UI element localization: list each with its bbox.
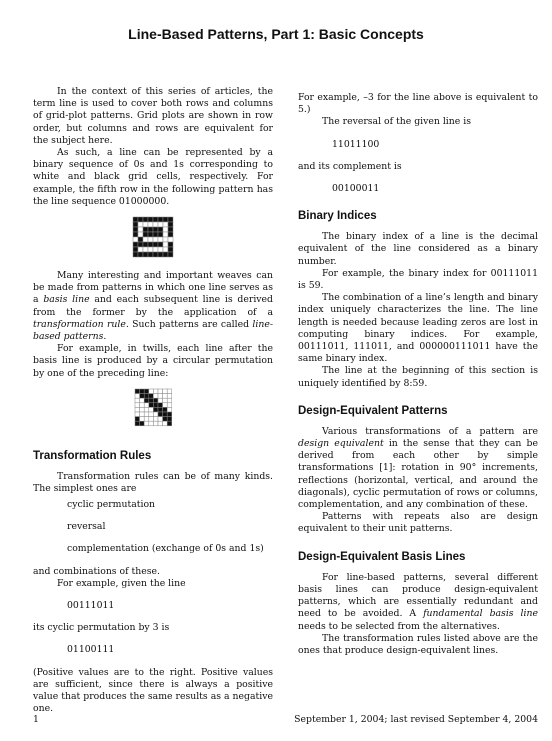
grid-cell	[148, 398, 153, 403]
grid-cell	[143, 242, 148, 247]
grid-cell	[135, 416, 140, 421]
grid-cell	[133, 217, 138, 222]
grid-cell	[135, 407, 140, 412]
grid-cell	[133, 222, 138, 227]
grid-cell	[168, 232, 173, 237]
paragraph: (Positive values are to the right. Positive values are sufficient, since there is always a positive value that produces the same results as a negative one.	[33, 666, 273, 715]
grid-cell	[153, 242, 158, 247]
grid-cell	[148, 403, 153, 408]
grid-cell	[153, 237, 158, 242]
grid-cell	[143, 217, 148, 222]
grid-cell	[144, 407, 149, 412]
grid-cell	[158, 227, 163, 232]
section-heading: Transformation Rules	[33, 449, 152, 462]
grid-cell	[143, 232, 148, 237]
paragraph: and combinations of these.	[33, 565, 160, 577]
paragraph: The reversal of the given line is	[322, 116, 471, 128]
grid-cell	[153, 416, 158, 421]
right-column	[298, 92, 538, 657]
grid-cell	[148, 237, 153, 242]
grid-cell	[158, 403, 163, 408]
grid-cell	[153, 389, 158, 394]
grid-cell	[148, 222, 153, 227]
grid-cell	[167, 412, 172, 417]
grid-cell	[138, 252, 143, 257]
grid-cell	[162, 398, 167, 403]
grid-cell	[135, 398, 140, 403]
grid-cell	[135, 389, 140, 394]
grid-cell	[143, 252, 148, 257]
grid-cell	[162, 407, 167, 412]
grid-cell	[162, 416, 167, 421]
paragraph: For example, –3 for the line above is equivalent to 5.)	[298, 92, 538, 116]
grid-cell	[135, 393, 140, 398]
grid-cell	[158, 398, 163, 403]
grid-cell	[133, 252, 138, 257]
grid-cell	[153, 398, 158, 403]
grid-cell	[167, 421, 172, 426]
grid-cell	[148, 393, 153, 398]
grid-cell	[153, 232, 158, 237]
grid-cell	[139, 403, 144, 408]
grid-cell	[153, 252, 158, 257]
paragraph: The transformation rules listed above are the ones that produce design-equivalent lines.	[298, 632, 538, 656]
grid-cell	[158, 247, 163, 252]
paragraph: For example, given the line	[57, 577, 186, 589]
grid-cell	[163, 227, 168, 232]
grid-cell	[144, 421, 149, 426]
rule-list	[67, 499, 273, 556]
paragraph: Transformation rules can be of many kinds. The simplest ones are	[33, 470, 273, 494]
grid-cell	[138, 237, 143, 242]
grid-cell	[163, 247, 168, 252]
grid-cell	[148, 407, 153, 412]
footer-date: September 1, 2004; last revised September 4, 2004	[294, 714, 538, 725]
paragraph: Many interesting and important weaves can be made from patterns in which one line serves as a basis line and each subsequent line is derived from the former by the application of a transformation rule. Such patterns are called line-based patterns.	[33, 270, 274, 343]
grid-cell	[153, 227, 158, 232]
grid-cell	[167, 393, 172, 398]
grid-cell	[138, 242, 143, 247]
grid-cell	[168, 227, 173, 232]
grid-cell	[162, 403, 167, 408]
grid-cell	[138, 217, 143, 222]
page-title: Line-Based Patterns, Part 1: Basic Concepts	[128, 26, 424, 42]
grid-cell	[144, 398, 149, 403]
section-heading: Design-Equivalent Patterns	[298, 404, 448, 417]
grid-cell	[138, 227, 143, 232]
paragraph: As such, a line can be represented by a binary sequence of 0s and 1s corresponding to white and black grid cells, respectively. For example, the fifth row in the following pattern has the line sequence 01000000.	[33, 147, 273, 207]
grid-cell	[135, 421, 140, 426]
grid-cell	[148, 412, 153, 417]
grid-cell	[148, 232, 153, 237]
grid-cell	[158, 222, 163, 227]
list-item: cyclic permutation	[67, 499, 156, 511]
grid-cell	[143, 237, 148, 242]
grid-cell	[148, 227, 153, 232]
grid-cell	[143, 247, 148, 252]
paragraph: For example, in twills, each line after the basis line is produced by a circular permutation by one of the preceding line:	[33, 343, 273, 379]
grid-cell	[153, 407, 158, 412]
grid-cell	[133, 237, 138, 242]
paragraph: The binary index of a line is the decimal equivalent of the line considered as a binary number.	[298, 231, 538, 267]
grid-cell	[144, 389, 149, 394]
paragraph: For line-based patterns, several different basis lines can produce design-equivalent patterns, which are essentially redundant and need to be avoided. A fundamental basis line needs to be selected from the alternatives.	[298, 571, 538, 632]
paragraph: Various transformations of a pattern are design equivalent in the sense that they can be derived from each other by simple transformations [1]: rotation in 90° increments, reflections (horizontal, vertical, and around the diagonals), cyclic permutation of rows or columns, complementation, and any combination of these.	[298, 425, 539, 511]
paragraph: In the context of this series of articles, the term line is used to cover both rows and columns of grid-plot patterns. Grid plots are shown in row order, but columns and rows are equivalent for the subject here.	[33, 86, 273, 146]
grid-cell	[133, 242, 138, 247]
grid-cell	[139, 416, 144, 421]
grid-cell	[168, 222, 173, 227]
grid-cell	[138, 222, 143, 227]
grid-cell	[167, 398, 172, 403]
grid-cell	[158, 412, 163, 417]
grid-cell	[133, 232, 138, 237]
code-line: 00100011	[332, 183, 380, 195]
grid-cell	[133, 247, 138, 252]
list-item: complementation (exchange of 0s and 1s)	[67, 543, 264, 555]
grid-cell	[153, 247, 158, 252]
code-line: 00111011	[67, 600, 115, 612]
section-heading: Design-Equivalent Basis Lines	[298, 550, 466, 563]
grid-cell	[153, 403, 158, 408]
grid-cell	[153, 421, 158, 426]
grid-cell	[143, 227, 148, 232]
grid-cell	[138, 232, 143, 237]
grid-cell	[138, 247, 143, 252]
grid-cell	[168, 252, 173, 257]
paragraph: its cyclic permutation by 3 is	[33, 622, 170, 634]
code-line: 01100111	[67, 644, 115, 656]
grid-cell	[167, 416, 172, 421]
pattern-grid-figure	[132, 216, 174, 258]
paragraph: Patterns with repeats also are design equivalent to their unit patterns.	[298, 511, 538, 535]
grid-cell	[148, 247, 153, 252]
grid-cell	[167, 389, 172, 394]
grid-cell	[158, 421, 163, 426]
grid-cell	[158, 407, 163, 412]
grid-cell	[163, 252, 168, 257]
grid-cell	[162, 389, 167, 394]
grid-cell	[163, 217, 168, 222]
grid-cell	[158, 232, 163, 237]
section-heading: Binary Indices	[298, 210, 377, 223]
grid-cell	[158, 237, 163, 242]
grid-cell	[163, 237, 168, 242]
grid-cell	[158, 393, 163, 398]
grid-cell	[153, 217, 158, 222]
grid-cell	[148, 421, 153, 426]
grid-cell	[163, 222, 168, 227]
grid-cell	[139, 393, 144, 398]
grid-cell	[168, 237, 173, 242]
grid-cell	[167, 403, 172, 408]
grid-cell	[144, 412, 149, 417]
paragraph: For example, the binary index for 00111011 is 59.	[298, 267, 538, 292]
grid-cell	[135, 403, 140, 408]
grid-cell	[144, 416, 149, 421]
twill-grid-figure	[134, 388, 173, 427]
grid-cell	[148, 252, 153, 257]
grid-cell	[139, 398, 144, 403]
grid-cell	[148, 416, 153, 421]
grid-cell	[139, 412, 144, 417]
grid-cell	[148, 242, 153, 247]
grid-cell	[168, 247, 173, 252]
grid-cell	[162, 412, 167, 417]
grid-cell	[168, 217, 173, 222]
grid-cell	[162, 393, 167, 398]
grid-cell	[144, 403, 149, 408]
page-number: 1	[33, 714, 39, 725]
grid-cell	[148, 217, 153, 222]
grid-cell	[133, 227, 138, 232]
grid-cell	[135, 412, 140, 417]
grid-cell	[162, 421, 167, 426]
grid-cell	[148, 389, 153, 394]
grid-cell	[153, 222, 158, 227]
left-column	[33, 86, 273, 716]
grid-cell	[158, 389, 163, 394]
grid-cell	[144, 393, 149, 398]
grid-cell	[153, 393, 158, 398]
grid-cell	[158, 217, 163, 222]
grid-cell	[158, 252, 163, 257]
grid-cell	[163, 242, 168, 247]
list-item: reversal	[67, 521, 106, 533]
grid-cell	[139, 421, 144, 426]
paragraph: The line at the beginning of this section is uniquely identified by 8:59.	[298, 365, 538, 389]
grid-cell	[158, 416, 163, 421]
grid-cell	[139, 407, 144, 412]
grid-cell	[163, 232, 168, 237]
code-line: 11011100	[332, 138, 380, 150]
grid-cell	[168, 242, 173, 247]
paragraph: The combination of a line’s length and binary index uniquely characterizes the line. The line length is needed because leading zeros are lost in computing binary indices. For example, 00111011, 111011, and 000000111011 have the same binary index.	[298, 292, 538, 365]
grid-cell	[143, 222, 148, 227]
grid-cell	[153, 412, 158, 417]
paragraph: and its complement is	[298, 160, 402, 172]
grid-cell	[167, 407, 172, 412]
grid-cell	[139, 389, 144, 394]
grid-cell	[158, 242, 163, 247]
